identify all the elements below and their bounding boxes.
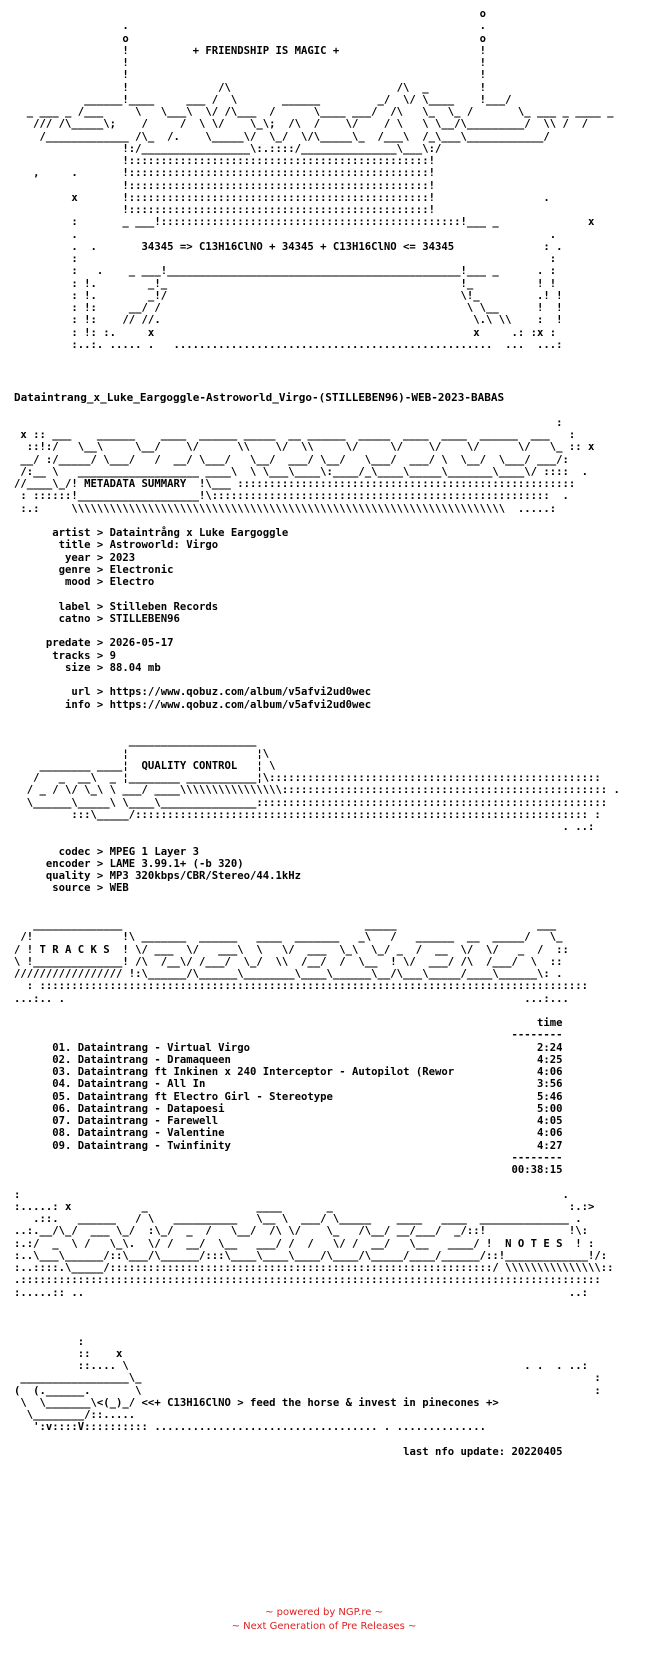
footer-ascii-art: : :: x ::.... \ . . . ..: _________________\_ : ( (.______. \ : \ \_______\<(_)_/ <<+ C13H16ClNO > feed the horse & invest in pinecones +> \________/::..... ':v::::V:::::::::: ................................... . .............. <box>14 1335 601 1434</box>
track-row <box>14 1054 563 1066</box>
powered-by-link[interactable]: ~ powered by NGP.re ~ <box>265 1607 383 1618</box>
track-row <box>14 1078 563 1090</box>
tracks-banner: ______________ _____ ___ /! !\ _______ ______ ____ _______ _\ / ______ __ _____/ \_ / ! T R A C K S ! \/ ___ \/ ___\ \ \/ ___ \_\ \_/ _ / __ \/ \/ _ / :: \ !______________! /\ /__\/ /___/ \_/ \\ /__/ / \__ ! \/ ___/ /\ /___/ \ :: ///////////////// !:\______/\______\________\____\______\__/\___\_____/____\______\: . : :::::::::::::::::::::::::::::::::::::::::::::::::::::::::::::::::::::::::::::::::::::: ...:.. . ...:... <box>14 919 589 1005</box>
track-duration: 2:24 <box>537 1041 563 1054</box>
next-gen-tagline: ~ Next Generation of Pre Releases ~ <box>231 1621 417 1632</box>
track-duration: 4:25 <box>537 1053 563 1066</box>
track-duration: 3:56 <box>537 1078 563 1091</box>
track-title: 07. Dataintrang - Farewell <box>52 1115 219 1127</box>
total-time-row <box>14 1164 563 1176</box>
nfo-document <box>14 8 620 1458</box>
metadata-summary-fields: artist > Dataintrång x Luke Eargoggle title > Astroworld: Virgo year > 2023 genre > Electronic mood > Electro label > Stilleben Records catno > STILLEBEN96 predate > 2026-05-17 tracks > 9 size > 88.04 mb url > https://www.qobuz.com/album/v5afvi2ud0wec info > https://www.qobuz.com/album/v5afvi2ud0wec <box>45 527 372 711</box>
track-row <box>14 1127 563 1139</box>
track-row <box>14 1066 563 1078</box>
track-title: 06. Dataintrang - Datapoesi <box>52 1102 225 1115</box>
track-duration: 5:46 <box>537 1090 563 1103</box>
header-ascii-art: o . . o o ! + FRIENDSHIP IS MAGIC + ! ! ! ! ! ! /\ /\ _ ! ______!____ ___ / \ ______ _/ \/ \____ !___/ _ ___ _ /___ \ \___\ \/ /\___ / \____ ___/ /\ \_ \_ / \_ ___ _ ____ _ /// /\_____\; / / \ \/ \_\; /\ / \/ / \ \ \__/\_________/ \\ / / /_____________ /\_ /. \_____\/ \_/ \/\_____\_ /___\ /_\___\____________/ !:/_________________\:.::::/_______________\___\:/ !:::::::::::::::::::::::::::::::::::::::::::::::! , . !:::::::::::::::::::::::::::::::::::::::::::::::! !:::::::::::::::::::::::::::::::::::::::::::::::! x !:::::::::::::::::::::::::::::::::::::::::::::::! . !:::::::::::::::::::::::::::::::::::::::::::::::! : _ ___!:::::::::::::::::::::::::::::::::::::::::::::::!___ _ x . . . . 34345 => C13H16ClNO + 34345 + C13H16ClNO <= 34345 : . : : : . _ ___!______________________________________________!___ _ . : : !. _!_ !_ ! ! : !. _!/ \!_ .! ! : !: __/ / \ \__ ! ! : !: // //. \.\ \\ : ! : !: :. x x .: :x : :..:. ..... . .................................................. ... ...: <box>26 8 614 351</box>
track-duration: 4:05 <box>537 1115 563 1127</box>
time-column-header: time <box>537 1017 563 1029</box>
notes-banner: : . :.....: x _ ____ _ :.:> .::. ______ / \ __________ \__ \ ___/ \_____ ____ ____ ______________ . ..:.__/\_/ ___ \_/ :\_/ _ / \__/ /\ \/ \_ /\__/ __/___/ _/::! !\: :.:/ _ \ / \_\. \/ / __/ \__ ___/ / / \/ / __/ \__ ____/ ! N O T E S ! : :..\___\______/::\___/\______/:::\____\____\____/\____/\_____/____/______/::!_____________!/: :..::::.\_____/::::::::::::::::::::::::::::::::::::::::::::::::::::::::::::/ \\\\\\\\\\\\\\\:: .::::::::::::::::::::::::::::::::::::::::::::::::::::::::::::::::::::::::::::::::::::::::::: :.....:: .. ..: <box>14 1188 614 1299</box>
metadata-summary-banner: : x :: ___ ______ ____ ______ _____ __ ______ _____ ____ ____ ______ ___ : ::!:/ \__\ \__/ \/ \\ \/ \\ \/ \/ \/ \/ \/ \_ :: x __/ :/_____/ \___/ / __/ \___/ \__/ ___/ \__/ \___/ ___/ \ \__/ \___/ ___/: /:__ \ ___________________ ____\ \ \___\____\:____/_\____\_____\_______\____\/ :::: . //____\_/! METADATA SUMMARY !\___ ::::::::::::::::::::::::::::::::::::::::::::::::::::: : ::::::!___________________!\::::::::::::::::::::::::::::::::::::::::::::::::::::: . :.: \\\\\\\\\\\\\\\\\\\\\\\\\\\\\\\\\\\\\\\\\\\\\\\\\\\\\\\\\\\\\\\\\\\\ .....: <box>14 416 595 515</box>
spacer <box>14 363 620 392</box>
track-title: 02. Dataintrang - Dramaqueen <box>52 1053 231 1066</box>
total-time: 00:38:15 <box>511 1164 563 1176</box>
release-name: Dataintrang_x_Luke_Eargoggle-Astroworld_Virgo-(STILLEBEN96)-WEB-2023-BABAS <box>14 391 505 405</box>
track-title: 08. Dataintrang - Valentine <box>52 1127 225 1140</box>
track-row <box>14 1103 563 1115</box>
track-duration: 4:06 <box>537 1127 563 1140</box>
track-duration: 4:06 <box>537 1066 563 1078</box>
tracklist: time -------- 01. Dataintrang - Virtual Virgo 2:24 02. Dataintrang - Dramaqueen 4:25 03. Dataintrang ft Inkinen x 240 Interceptor - Autopilot (Rewor 4:06 04. Dataintrang - All In 3:56 05. Dataintrang ft Electro Girl - Stereotype 5:46 06. Dataintrang - Datapoesi 5:00 07. Dataintrang - Farewell 4:05 08. Dataintrang - Valentine 4:06 09. Dataintrang - Twinfinity 4:27 -------- 00:38:15 <box>14 1017 620 1176</box>
site-footer <box>0 1606 648 1634</box>
quality-control-fields: codec > MPEG 1 Layer 3 encoder > LAME 3.99.1+ (-b 320) quality > MP3 320kbps/CBR/Stereo/44.1kHz source > WEB <box>45 845 302 895</box>
last-update-text: last nfo update: 20220405 <box>403 1445 563 1458</box>
track-title: 01. Dataintrang - Virtual Virgo <box>52 1041 250 1054</box>
tracklist-header-row <box>14 1017 563 1029</box>
track-title: 05. Dataintrang ft Electro Girl - Stereotype <box>52 1090 333 1103</box>
track-title: 09. Dataintrang - Twinfinity <box>52 1139 231 1152</box>
track-title: 03. Dataintrang ft Inkinen x 240 Interceptor - Autopilot (Rewor <box>52 1066 455 1078</box>
track-row <box>14 1140 563 1152</box>
track-row <box>14 1042 563 1054</box>
track-duration: 5:00 <box>537 1102 563 1115</box>
quality-control-banner: ____________________ ¦ ¦\ ________ ____¦ QUALITY CONTROL ¦ \ / _ __\ _ ¦________ ___________¦\:::::::::::::::::::::::::::::::::::::::::::::::::::: / _ / \/ \_\ \ ___/ ____\\\\\\\\\\\\\\\\::::::::::::::::::::::::::::::::::::::::::::::::::: . \______\_____\ \____\_______________::::::::::::::::::::::::::::::::::::::::::::::::::::::: :::\_____/::::::::::::::::::::::::::::::::::::::::::::::::::::::::::::::::::::::: : . ..: <box>26 735 620 833</box>
last-update <box>14 1446 620 1458</box>
track-duration: 4:27 <box>537 1139 563 1152</box>
track-row <box>14 1115 563 1127</box>
track-row <box>14 1091 563 1103</box>
track-title: 04. Dataintrang - All In <box>52 1078 206 1091</box>
